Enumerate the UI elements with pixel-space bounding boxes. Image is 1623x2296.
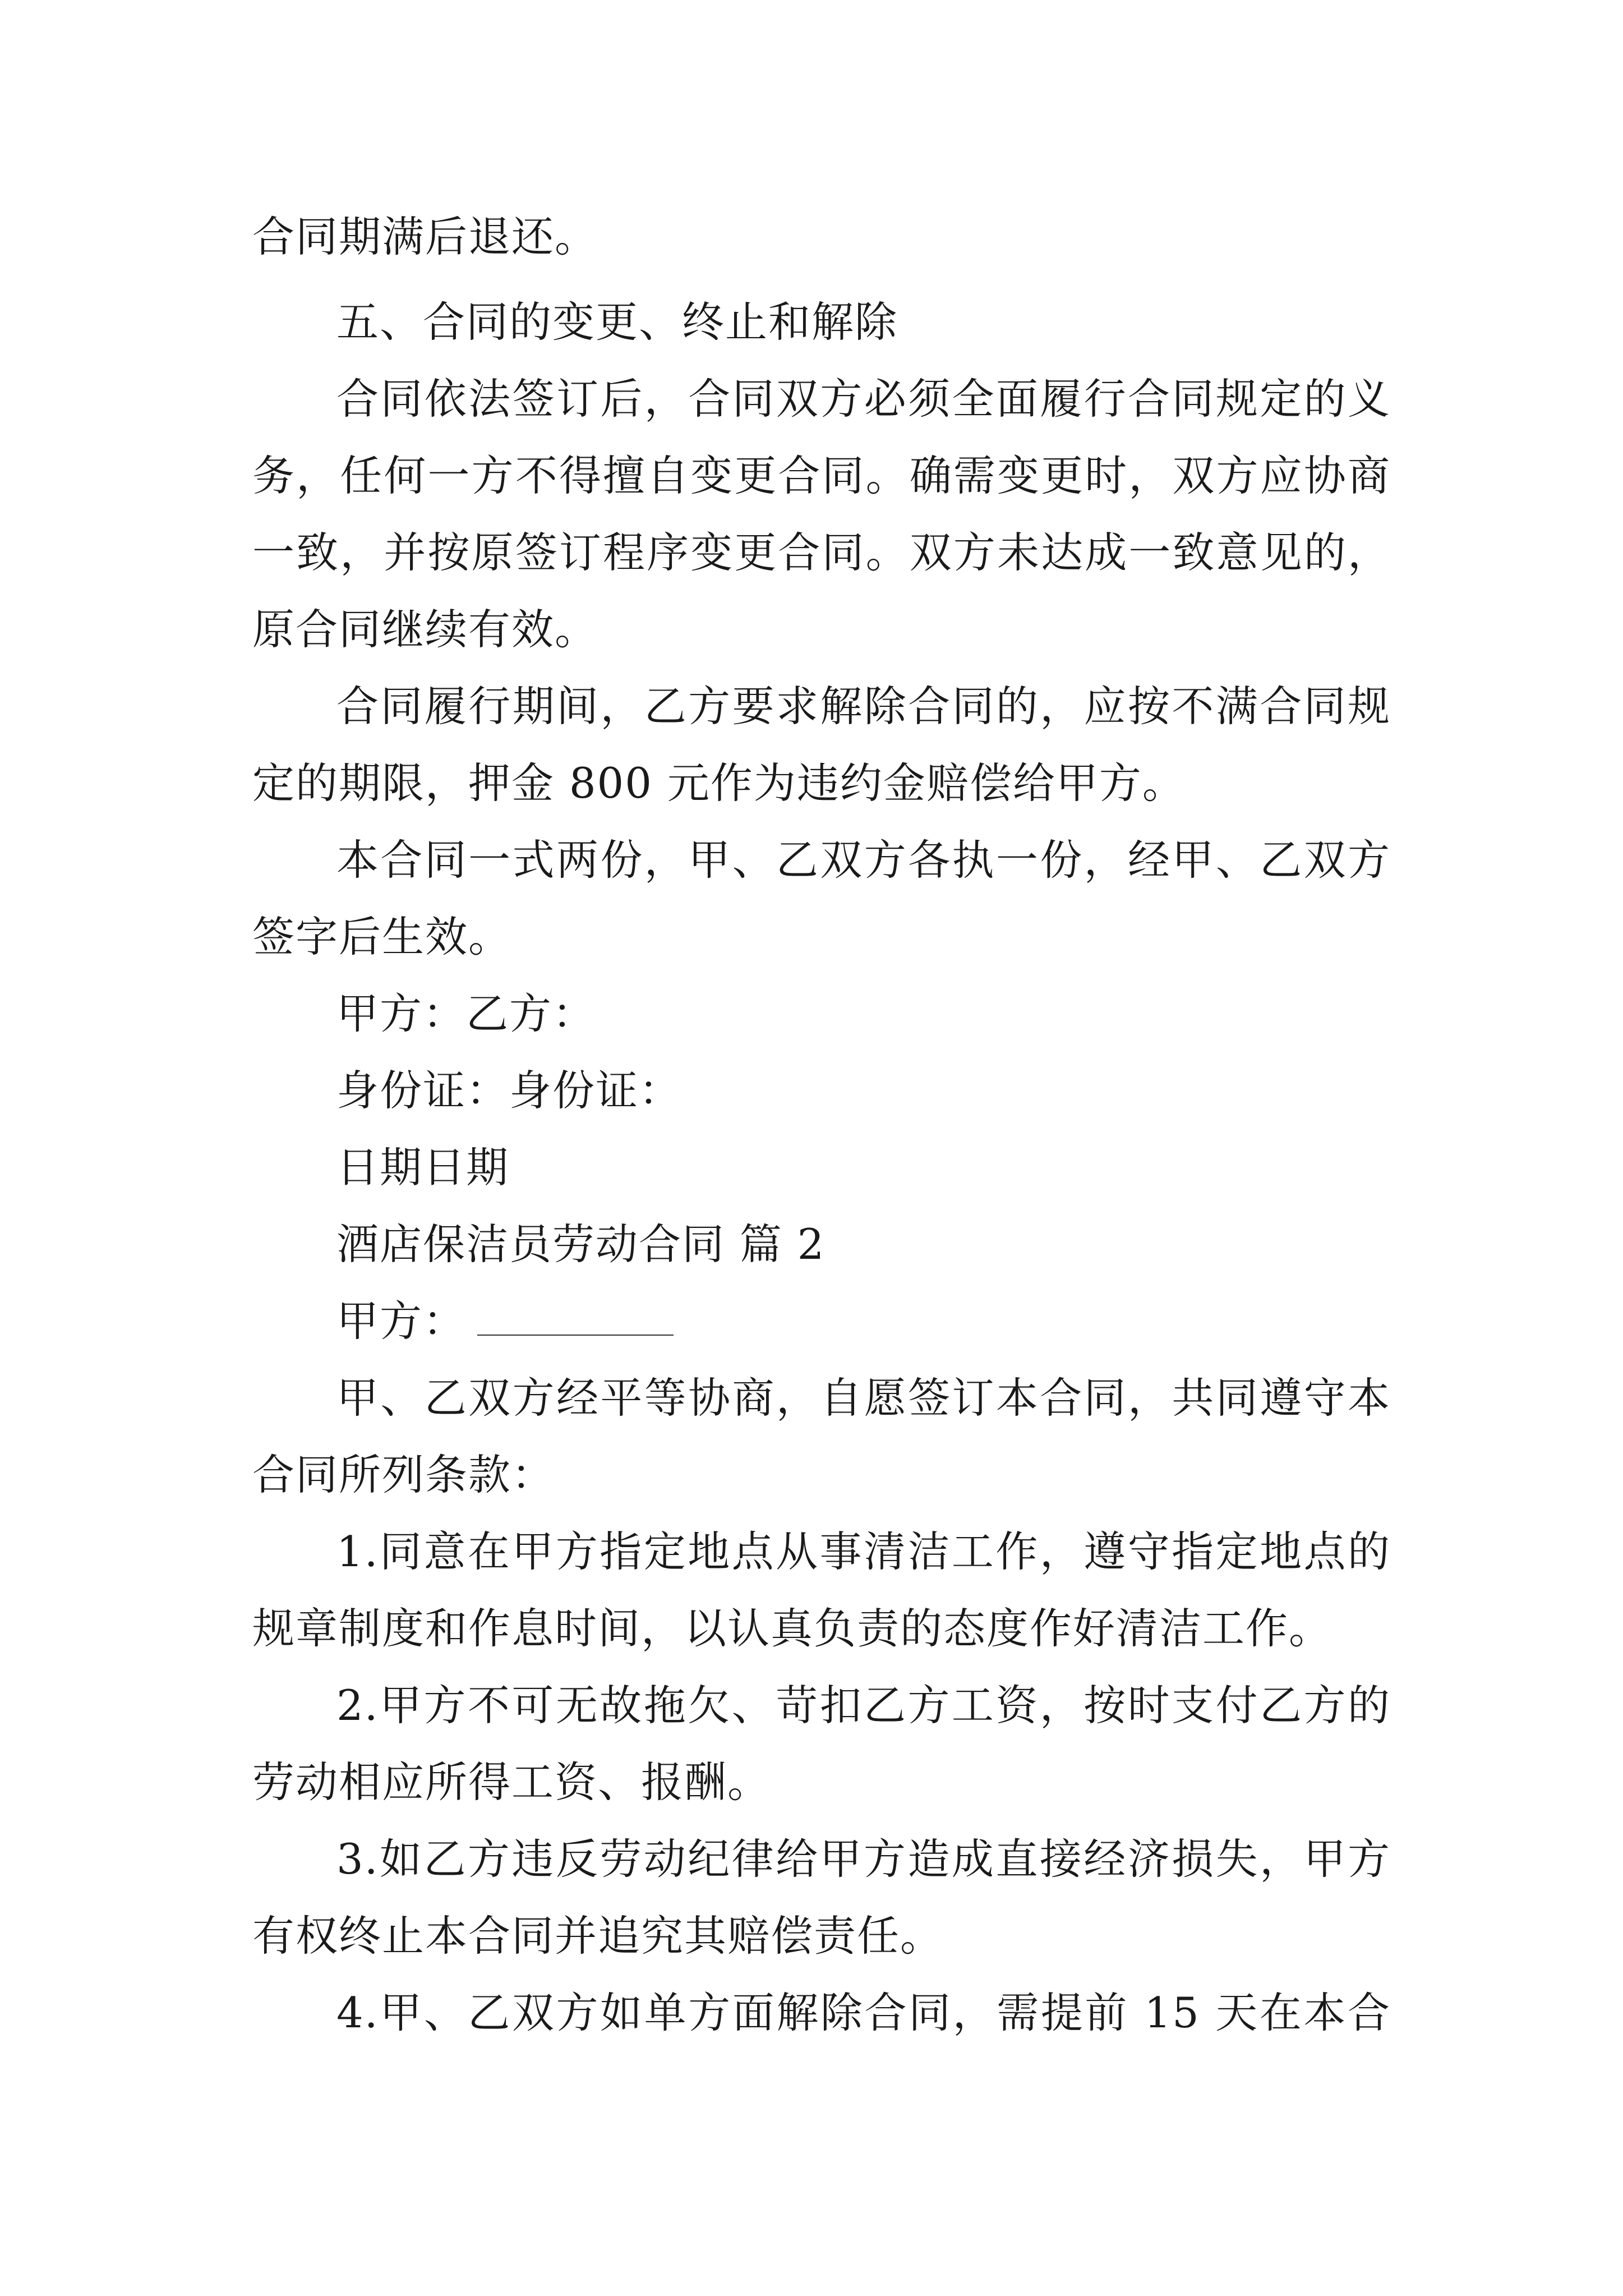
signature-line-id: 身份证：身份证： <box>336 1066 683 1115</box>
party-a-blank <box>477 1301 674 1336</box>
paragraph-line: 合同所列条款： <box>252 1450 555 1499</box>
paragraph-line: 一致，并按原签订程序变更合同。双方未达成一致意见的， <box>252 528 1391 577</box>
clause-line: 2.甲方不可无故拖欠、苛扣乙方工资，按时支付乙方的 <box>336 1681 1391 1730</box>
paragraph-line: 原合同继续有效。 <box>252 605 598 654</box>
clause-line: 4.甲、乙双方如单方面解除合同，需提前 15 天在本合 <box>336 1988 1391 2037</box>
clause-line: 劳动相应所得工资、报酬。 <box>252 1757 771 1807</box>
paragraph-line: 合同履行期间，乙方要求解除合同的，应按不满合同规 <box>336 682 1391 731</box>
paragraph-line: 务，任何一方不得擅自变更合同。确需变更时，双方应协商 <box>252 451 1391 500</box>
signature-line-date: 日期日期 <box>336 1143 510 1192</box>
clause-line: 有权终止本合同并追究其赔偿责任。 <box>252 1911 944 1961</box>
paragraph-line: 甲、乙双方经平等协商，自愿签订本合同，共同遵守本 <box>336 1373 1391 1423</box>
party-a-line <box>336 1293 1391 1349</box>
paragraph-line: 签字后生效。 <box>252 912 512 961</box>
paragraph-line: 本合同一式两份，甲、乙双方各执一份，经甲、乙双方 <box>336 835 1391 885</box>
paragraph-line: 定的期限，押金 800 元作为违约金赔偿给甲方。 <box>252 758 1186 808</box>
clause-line: 3.如乙方违反劳动纪律给甲方造成直接经济损失，甲方 <box>336 1834 1391 1884</box>
clause-line: 规章制度和作息时间，以认真负责的态度作好清洁工作。 <box>252 1604 1332 1653</box>
paragraph-line: 合同期满后退还。 <box>252 212 598 261</box>
clause-line: 1.同意在甲方指定地点从事清洁工作，遵守指定地点的 <box>336 1527 1391 1576</box>
contract-title: 酒店保洁员劳动合同 篇 2 <box>336 1220 826 1269</box>
section-heading: 五、合同的变更、终止和解除 <box>336 297 898 347</box>
signature-line-party: 甲方：乙方： <box>336 989 596 1038</box>
party-a-label: 甲方： <box>336 1296 467 1346</box>
paragraph-line: 合同依法签订后，合同双方必须全面履行合同规定的义 <box>336 374 1391 424</box>
